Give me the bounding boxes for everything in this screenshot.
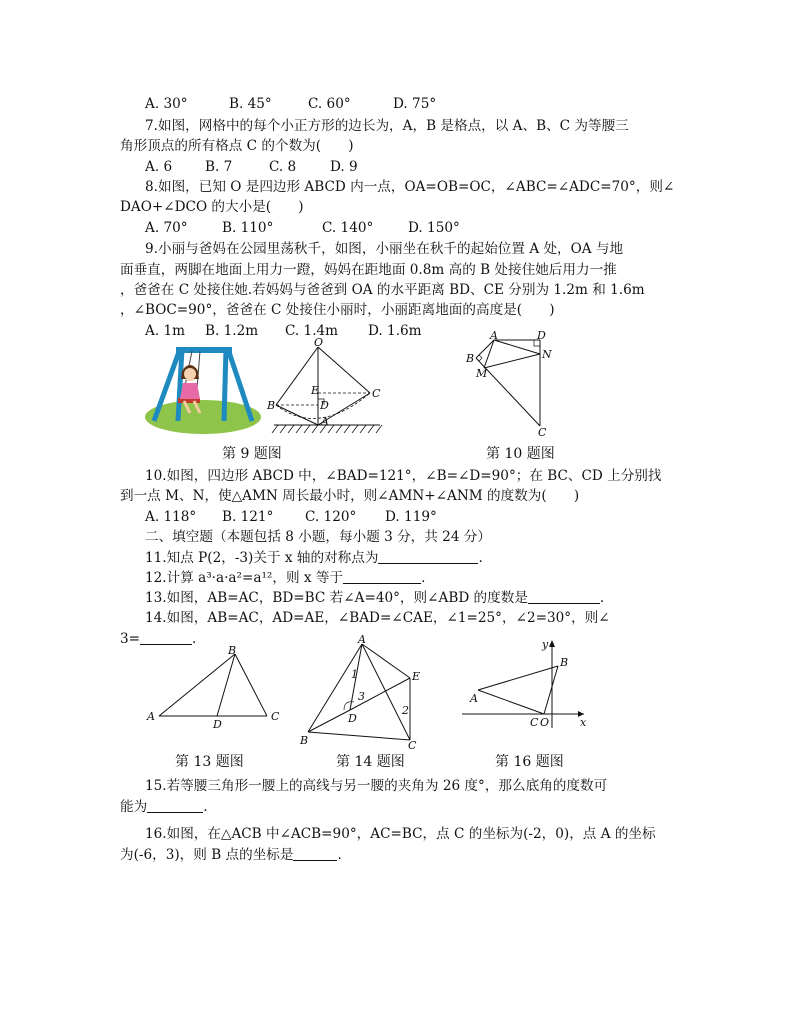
q8-text-line1: 8.如图，已知 O 是四边形 ABCD 内一点，OA=OB=OC，∠ABC=∠ADC=70°，则∠ [145, 179, 675, 195]
q8-text-line2: DAO+∠DCO 的大小是( ) [120, 199, 304, 215]
fig10-label-d: D [537, 329, 546, 342]
q13-end: . [599, 590, 605, 606]
fig14-label-3: 3 [358, 690, 365, 703]
q10-option-c: C. 120° [305, 509, 357, 525]
q10-text-line1: 10.如图，四边形 ABCD 中，∠BAD=121°，∠B=∠D=90°；在 BC、CD 上分别找 [145, 468, 662, 484]
q10-text-line2: 到一点 M、N，使△AMN 周长最小时，则∠AMN+∠ANM 的度数为( ) [120, 488, 580, 504]
q12-text: 12.计算 a³·a·a²=a¹²，则 x 等于 [145, 570, 344, 586]
fig9-label-c: C [372, 387, 381, 400]
fig13-label-c: C [271, 710, 280, 723]
q15-text-line2: 能为 [120, 799, 148, 815]
fig10-label-m: M [476, 367, 488, 380]
fig14-caption: 第 14 题图 [336, 754, 405, 770]
q8-option-b: B. 110° [222, 220, 274, 236]
q8-option-d: D. 150° [408, 220, 460, 236]
fig9-label-b: B [267, 399, 276, 412]
fig16-caption: 第 16 题图 [495, 754, 564, 770]
figure-16 [460, 636, 594, 730]
q12-answer-blank[interactable] [343, 569, 421, 584]
fig10-label-c: C [538, 426, 547, 439]
fig14-label-a: A [358, 633, 366, 646]
q16-text-line2: 为(-6，3)，则 B 点的坐标是 [120, 847, 294, 863]
fig14-label-2: 2 [402, 704, 409, 717]
q9-text-line2: 面垂直，两脚在地面上用力一蹬，妈妈在距地面 0.8m 高的 B 处接住她后用力一推 [120, 262, 617, 278]
figure-10 [462, 330, 562, 438]
fig14-label-e: E [412, 670, 421, 683]
q11-text: 11.知点 P(2，-3)关于 x 轴的对称点为 [145, 550, 379, 566]
q6-option-a: A. 30° [145, 96, 188, 112]
q10-option-d: D. 119° [385, 509, 437, 525]
q16-line2 [120, 845, 342, 865]
q15-line2 [120, 797, 208, 817]
q7-text-line2: 角形顶点的所有格点 C 的个数为( ) [120, 138, 354, 154]
fig14-label-d: D [348, 712, 357, 725]
q9-text-line3: ，爸爸在 C 处接住她.若妈妈与爸爸到 OA 的水平距离 BD、CE 分别为 1.2m 和 1.6m [120, 282, 645, 298]
fig14-label-c: C [408, 739, 417, 752]
q7-option-d: D. 9 [330, 159, 358, 175]
q9-text-line1: 9.小丽与爸妈在公园里荡秋千，如图，小丽坐在秋千的起始位置 A 处，OA 与地 [145, 241, 624, 257]
swing-illustration [142, 343, 264, 435]
fig16-label-o: O [540, 716, 550, 729]
fig16-label-a: A [470, 692, 478, 705]
q12-line [145, 568, 425, 588]
fig16-label-x: x [580, 716, 587, 729]
q7-option-c: C. 8 [269, 159, 297, 175]
q10-option-a: A. 118° [145, 509, 197, 525]
fig9-caption: 第 9 题图 [222, 446, 282, 462]
q14-answer-blank[interactable] [140, 630, 192, 645]
q10-option-b: B. 121° [222, 509, 274, 525]
q7-option-a: A. 6 [145, 159, 173, 175]
fig9-label-o: O [314, 336, 324, 349]
q13-text: 13.如图，AB=AC，BD=BC 若∠A=40°，则∠ABD 的度数是 [145, 590, 528, 606]
q15-text-line1: 15.若等腰三角形一腰上的高线与另一腰的夹角为 26 度°，那么底角的度数可 [145, 778, 608, 794]
q9-option-c: C. 1.4m [285, 323, 339, 339]
fig10-label-n: N [542, 348, 552, 361]
q13-line [145, 588, 604, 608]
q11-answer-blank[interactable] [378, 549, 478, 564]
fig10-caption: 第 10 题图 [486, 446, 555, 462]
q16-end: . [337, 847, 342, 863]
q11-line [145, 548, 483, 568]
q7-text-line1: 7.如图，网格中的每个小正方形的边长为，A，B 是格点，以 A、B、C 为等腰三 [145, 118, 629, 134]
q6-option-c: C. 60° [308, 96, 351, 112]
fig13-label-d: D [213, 718, 222, 731]
q12-end: . [421, 570, 426, 586]
figure-9 [262, 336, 387, 439]
q7-option-b: B. 7 [205, 159, 233, 175]
q15-end: . [203, 799, 208, 815]
q6-option-d: D. 75° [393, 96, 437, 112]
figure-13 [145, 644, 290, 731]
fig16-label-y: y [542, 638, 549, 651]
fig9-label-e: E [311, 384, 320, 397]
section-2-heading: 二、填空题（本题包括 8 小题，每小题 3 分，共 24 分） [145, 529, 491, 545]
fig14-label-1: 1 [351, 668, 358, 681]
q16-text-line1: 16.如图，在△ACB 中∠ACB=90°，AC=BC，点 C 的坐标为(-2，0)，点 A 的坐标 [145, 826, 656, 842]
fig10-label-a: A [490, 329, 498, 342]
fig16-label-b: B [560, 656, 569, 669]
q14-text-line1: 14.如图，AB=AC，AD=AE，∠BAD=∠CAE，∠1=25°，∠2=30°，则∠ [145, 610, 610, 626]
q15-answer-blank[interactable] [147, 798, 203, 813]
fig9-label-d: D [320, 399, 329, 412]
q9-option-d: D. 1.6m [368, 323, 422, 339]
q8-option-c: C. 140° [322, 220, 374, 236]
fig13-caption: 第 13 题图 [175, 754, 244, 770]
q16-answer-blank[interactable] [293, 846, 337, 861]
q14-end: . [192, 631, 197, 647]
fig16-label-c: C [530, 716, 539, 729]
q13-answer-blank[interactable] [528, 589, 600, 604]
fig14-label-b: B [300, 734, 309, 747]
q6-option-b: B. 45° [229, 96, 272, 112]
grass [145, 400, 261, 434]
fig13-label-a: A [147, 710, 155, 723]
fig13-label-b: B [228, 644, 237, 657]
figure-14 [298, 633, 428, 752]
q9-option-a: A. 1m [145, 323, 185, 339]
q9-option-b: B. 1.2m [205, 323, 259, 339]
q9-text-line4: ，∠BOC=90°，爸爸在 C 处接住小丽时，小丽距离地面的高度是( ) [120, 302, 555, 318]
fig9-label-a: A [321, 415, 329, 428]
fig10-label-b: B [466, 352, 475, 365]
q8-option-a: A. 70° [145, 220, 188, 236]
q11-end: . [478, 550, 483, 566]
q14-text-line2: 3= [120, 631, 141, 647]
